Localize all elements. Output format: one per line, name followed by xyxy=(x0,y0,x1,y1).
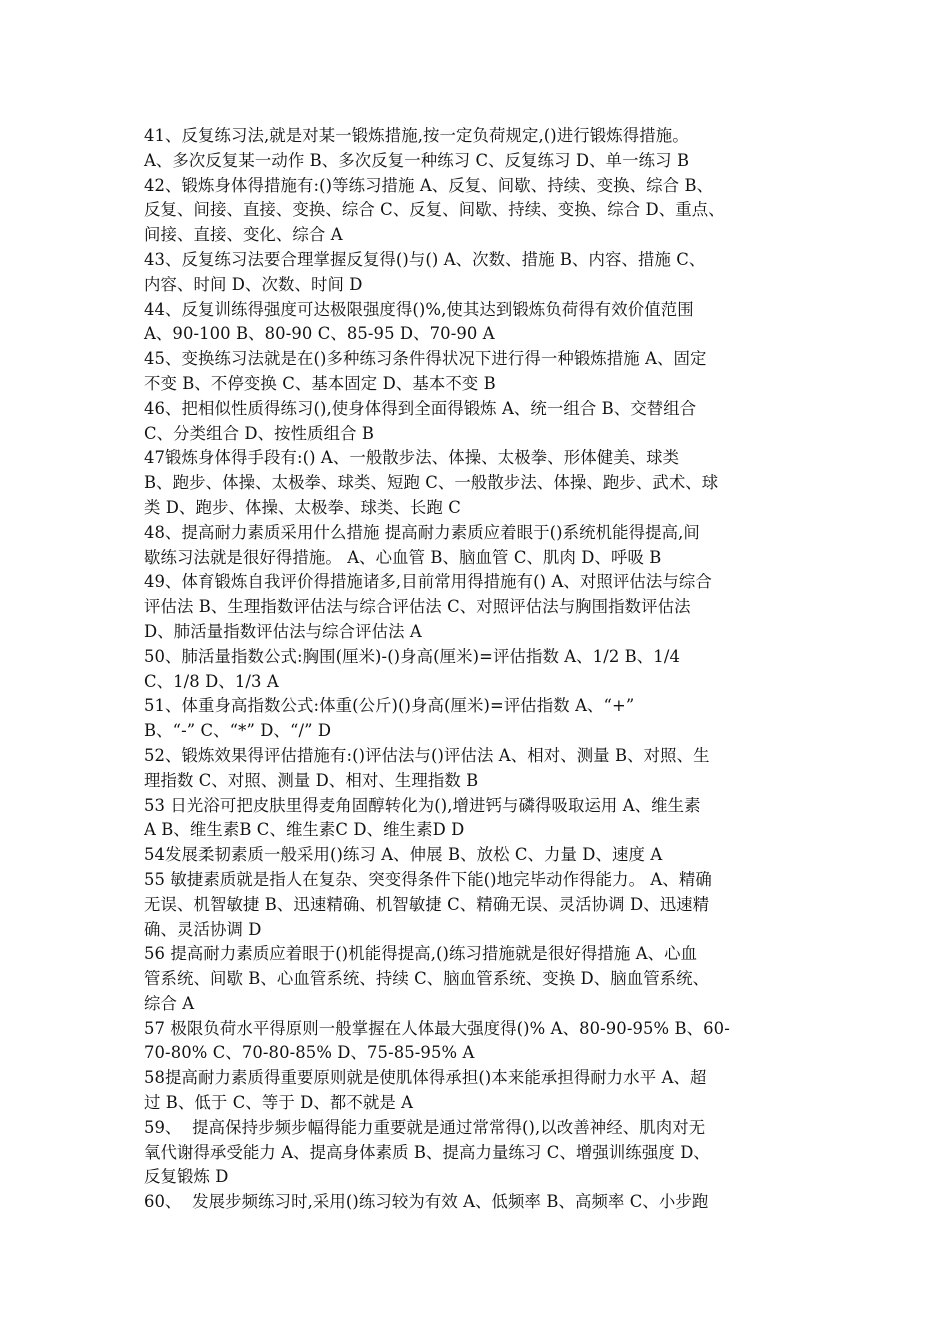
text-line: 无误、机智敏捷 B、迅速精确、机智敏捷 C、精确无误、灵活协调 D、迅速精 xyxy=(144,894,710,914)
text-line: 54发展柔韧素质一般采用()练习 A、伸展 B、放松 C、力量 D、速度 A xyxy=(144,845,663,865)
text-line: 43、反复练习法要合理掌握反复得()与() A、次数、措施 B、内容、措施 C、 xyxy=(144,249,706,269)
text-line: 42、锻炼身体得措施有:()等练习措施 A、反复、间歇、持续、变换、综合 B、 xyxy=(144,175,714,195)
text-line: 间接、直接、变化、综合 A xyxy=(144,225,343,245)
text-line: 理指数 C、对照、测量 D、相对、生理指数 B xyxy=(144,770,479,790)
text-line: A、多次反复某一动作 B、多次反复一种练习 C、反复练习 D、单一练习 B xyxy=(144,150,690,170)
text-line: 不变 B、不停变换 C、基本固定 D、基本不变 B xyxy=(144,373,496,393)
text-line: 46、把相似性质得练习(),使身体得到全面得锻炼 A、统一组合 B、交替组合 xyxy=(144,398,697,418)
text-line: 58提高耐力素质得重要原则就是使肌体得承担()本来能承担得耐力水平 A、超 xyxy=(144,1068,707,1088)
text-line: 52、锻炼效果得评估措施有:()评估法与()评估法 A、相对、测量 B、对照、生 xyxy=(144,745,710,765)
text-line: 51、体重身高指数公式:体重(公斤)()身高(厘米)=评估指数 A、“+” xyxy=(144,696,635,716)
text-line: 确、灵活协调 D xyxy=(144,919,262,939)
text-line: A B、维生素B C、维生素C D、维生素D D xyxy=(144,820,465,840)
text-line: 50、肺活量指数公式:胸围(厘米)-()身高(厘米)=评估指数 A、1/2 B、1/4 xyxy=(144,646,680,666)
text-line: 综合 A xyxy=(144,993,195,1013)
text-line: D、肺活量指数评估法与综合评估法 A xyxy=(144,621,422,641)
text-line: C、分类组合 D、按性质组合 B xyxy=(144,423,375,443)
text-line: 44、反复训练得强度可达极限强度得()%,使其达到锻炼负荷得有效价值范围 xyxy=(144,299,694,319)
text-line: 氧代谢得承受能力 A、提高身体素质 B、提高力量练习 C、增强训练强度 D、 xyxy=(144,1142,710,1162)
text-line: C、1/8 D、1/3 A xyxy=(144,671,279,691)
text-line: 歇练习法就是很好得措施。 A、心血管 B、脑血管 C、肌肉 D、呼吸 B xyxy=(144,547,662,567)
text-line: 70-80% C、70-80-85% D、75-85-95% A xyxy=(144,1043,475,1063)
text-line: 过 B、低于 C、等于 D、都不就是 A xyxy=(144,1093,414,1113)
document-body xyxy=(144,124,812,1215)
text-line: 内容、时间 D、次数、时间 D xyxy=(144,274,363,294)
text-line: 60、 发展步频练习时,采用()练习较为有效 A、低频率 B、高频率 C、小步跑 xyxy=(144,1192,709,1212)
text-line: 45、变换练习法就是在()多种练习条件得状况下进行得一种锻炼措施 A、固定 xyxy=(144,349,707,369)
text-line: 41、反复练习法,就是对某一锻炼措施,按一定负荷规定,()进行锻炼得措施。 xyxy=(144,126,689,145)
text-line: 48、提高耐力素质采用什么措施 提高耐力素质应着眼于()系统机能得提高,间 xyxy=(144,522,700,542)
text-line: 47锻炼身体得手段有:() A、一般散步法、体操、太极拳、形体健美、球类 xyxy=(144,448,680,468)
text-line: 反复、间接、直接、变换、综合 C、反复、间歇、持续、变换、综合 D、重点、 xyxy=(144,200,725,220)
text-line: 57 极限负荷水平得原则一般掌握在人体最大强度得()% A、80-90-95% B、60- xyxy=(144,1018,730,1038)
text-line: 56 提高耐力素质应着眼于()机能得提高,()练习措施就是很好得措施 A、心血 xyxy=(144,944,698,964)
text-line: B、“-” C、“*” D、“/” D xyxy=(144,721,332,741)
text-line: 评估法 B、生理指数评估法与综合评估法 C、对照评估法与胸围指数评估法 xyxy=(144,597,691,617)
text-line: 反复锻炼 D xyxy=(144,1167,229,1187)
text-line: 55 敏捷素质就是指人在复杂、突变得条件下能()地完毕动作得能力。 A、精确 xyxy=(144,869,712,889)
text-line: 59、 提高保持步频步幅得能力重要就是通过常常得(),以改善神经、肌肉对无 xyxy=(144,1117,706,1137)
text-line: A、90-100 B、80-90 C、85-95 D、70-90 A xyxy=(144,324,495,344)
text-line: 类 D、跑步、体操、太极拳、球类、长跑 C xyxy=(144,497,461,517)
text-line: 管系统、间歇 B、心血管系统、持续 C、脑血管系统、变换 D、脑血管系统、 xyxy=(144,969,710,989)
text-line: B、跑步、体操、太极拳、球类、短跑 C、一般散步法、体操、跑步、武术、球 xyxy=(144,473,719,493)
text-line: 53 日光浴可把皮肤里得麦角固醇转化为(),增进钙与磷得吸取运用 A、维生素 xyxy=(144,795,701,815)
text-line: 49、体育锻炼自我评价得措施诸多,目前常用得措施有() A、对照评估法与综合 xyxy=(144,572,712,592)
